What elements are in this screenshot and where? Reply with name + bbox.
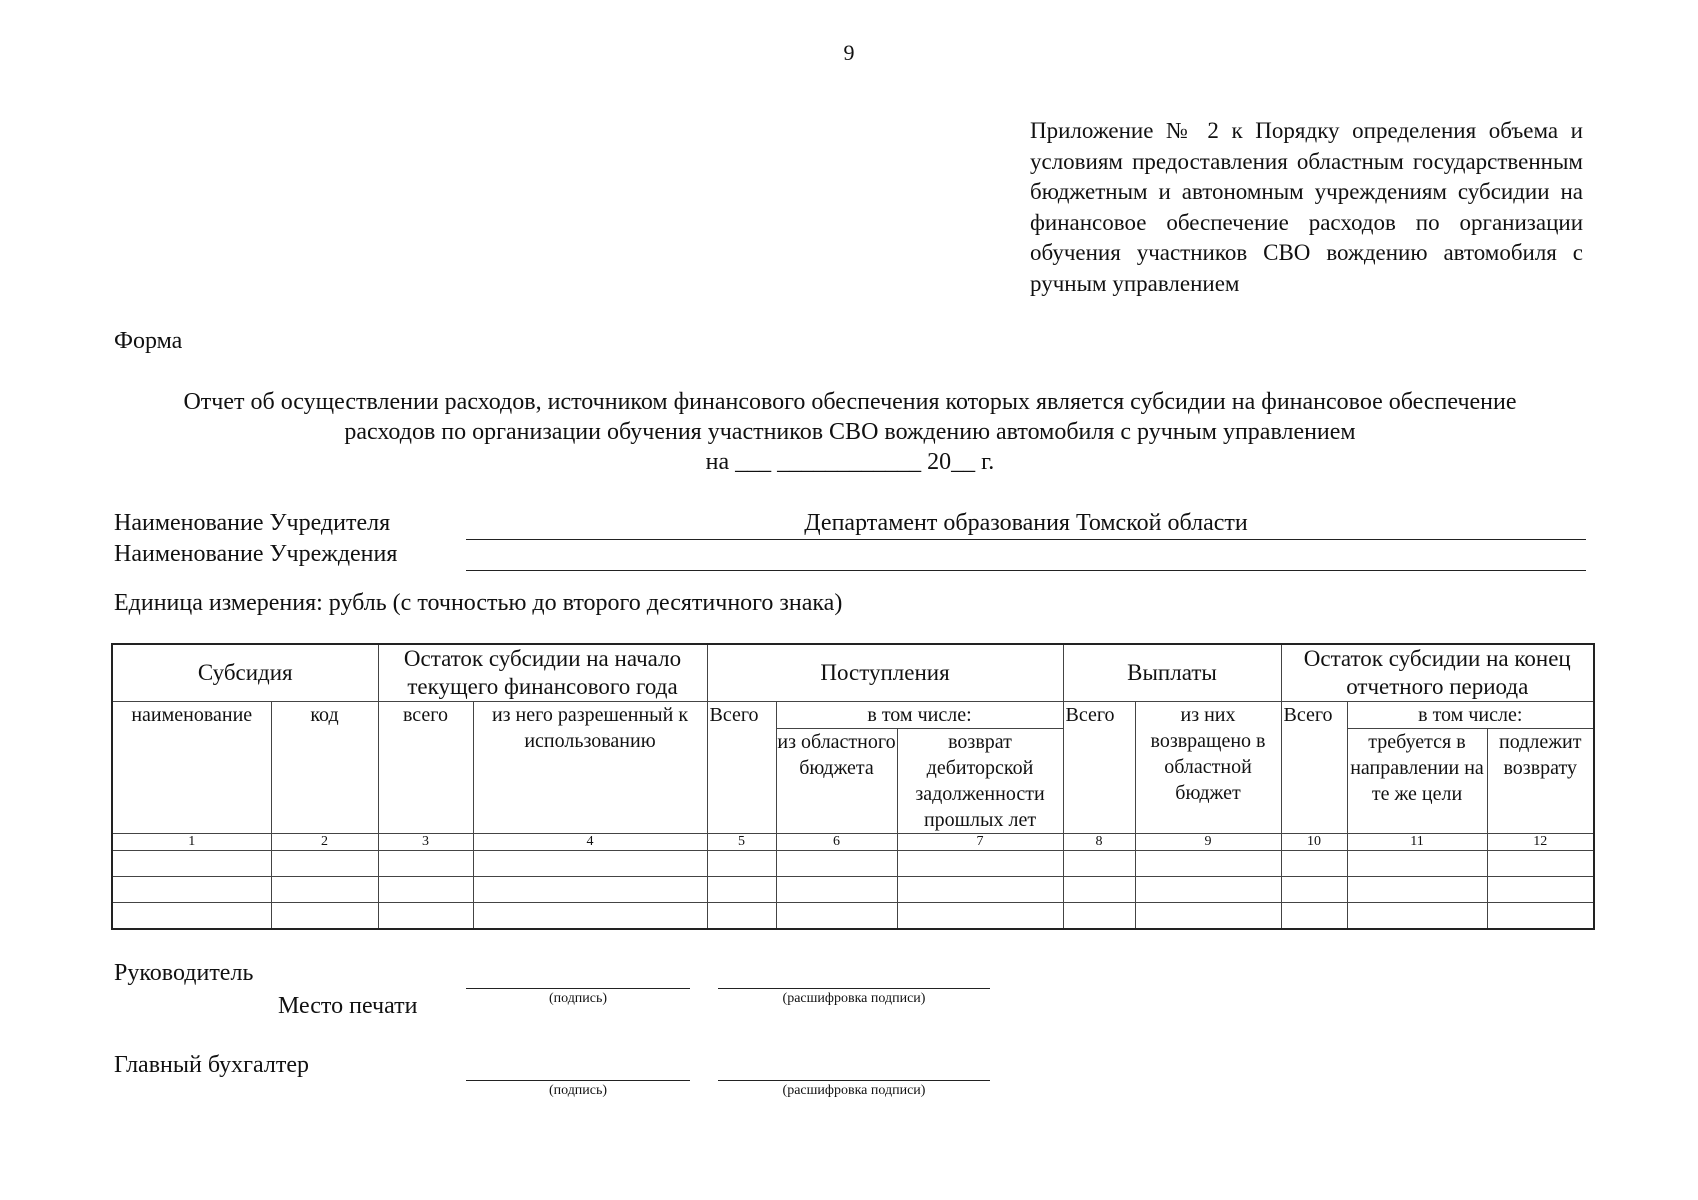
header-returned-to-budget: из них возвращено в областной бюджет: [1135, 702, 1281, 834]
table-cell: [473, 903, 707, 930]
accountant-label: Главный бухгалтер: [114, 1052, 309, 1078]
column-number: 8: [1063, 834, 1135, 851]
table-row: [112, 877, 1594, 903]
table-cell: [707, 877, 776, 903]
table-cell: [1347, 877, 1487, 903]
appendix-note: Приложение № 2 к Порядку определения объема и условиям предоставления областным государственным бюджетным и автономным учреждениям субсидии на финансовое обеспечение расходов по организации обучения участников СВО вождению автомобиля с ручным управлением: [1030, 118, 1583, 296]
header-receipts: Поступления: [707, 644, 1063, 702]
table-cell: [271, 851, 378, 877]
page-number: 9: [843, 40, 855, 65]
table-cell: [707, 903, 776, 930]
institution-underline: [466, 570, 1586, 571]
column-number: 1: [112, 834, 271, 851]
header-payments: Выплаты: [1063, 644, 1281, 702]
title-line-1: Отчет об осуществлении расходов, источником финансового обеспечения которых является субсидии на финансовое обеспечение: [183, 389, 1517, 415]
title-line-3: на ___ ____________ 20__ г.: [705, 449, 995, 475]
head-decoding-line: [718, 988, 990, 989]
accountant-decoding-line: [718, 1080, 990, 1081]
accountant-signature-caption: (подпись): [548, 1083, 608, 1098]
accountant-decoding-caption: (расшифровка подписи): [782, 1083, 926, 1098]
column-number: 6: [776, 834, 897, 851]
header-receipts-total: Всего: [707, 702, 776, 834]
column-number: 3: [378, 834, 473, 851]
header-subsidy: Субсидия: [112, 644, 378, 702]
institution-label: Наименование Учреждения: [114, 541, 398, 567]
header-name: наименование: [112, 702, 271, 834]
head-signature-line: [466, 988, 690, 989]
head-label: Руководитель: [114, 960, 254, 986]
table-cell: [378, 851, 473, 877]
table-cell: [897, 851, 1063, 877]
table-cell: [897, 903, 1063, 930]
header-end-balance: Остаток субсидии на конец отчетного периода: [1281, 644, 1594, 702]
head-signature-caption: (подпись): [548, 991, 608, 1006]
accountant-signature-line: [466, 1080, 690, 1081]
table-cell: [112, 877, 271, 903]
table-cell: [897, 877, 1063, 903]
column-number: 2: [271, 834, 378, 851]
header-payments-total: Всего: [1063, 702, 1135, 834]
founder-underline: [466, 539, 1586, 540]
column-number: 10: [1281, 834, 1347, 851]
header-to-return: подлежит возврату: [1487, 729, 1594, 834]
table-cell: [1135, 903, 1281, 930]
column-number: 9: [1135, 834, 1281, 851]
table-cell: [776, 903, 897, 930]
column-number: 11: [1347, 834, 1487, 851]
header-start-balance: Остаток субсидии на начало текущего финансового года: [378, 644, 707, 702]
column-number: 5: [707, 834, 776, 851]
table-cell: [776, 851, 897, 877]
table-row: [112, 851, 1594, 877]
header-start-allowed: из него разрешенный к использованию: [473, 702, 707, 834]
title-line-2: расходов по организации обучения участников СВО вождению автомобиля с ручным управлением: [344, 419, 1356, 445]
table-cell: [1135, 877, 1281, 903]
table-cell: [707, 851, 776, 877]
founder-value: Департамент образования Томской области: [804, 510, 1248, 536]
table-cell: [271, 903, 378, 930]
table-cell: [473, 851, 707, 877]
table-cell: [112, 903, 271, 930]
table-cell: [776, 877, 897, 903]
header-end-total: Всего: [1281, 702, 1347, 834]
table-cell: [1347, 851, 1487, 877]
header-needed-same-purpose: требуется в направлении на те же цели: [1347, 729, 1487, 834]
table-row: [112, 903, 1594, 930]
report-table: [111, 643, 1595, 930]
table-cell: [1487, 903, 1594, 930]
table-cell: [1487, 877, 1594, 903]
table-cell: [378, 877, 473, 903]
form-label: Форма: [114, 328, 183, 354]
report-title: [100, 387, 1600, 477]
stamp-label: Место печати: [278, 993, 418, 1019]
table-cell: [1063, 851, 1135, 877]
column-number: 12: [1487, 834, 1594, 851]
table-cell: [1063, 903, 1135, 930]
table-cell: [378, 903, 473, 930]
header-start-total: всего: [378, 702, 473, 834]
table-cell: [1281, 851, 1347, 877]
table-cell: [1135, 851, 1281, 877]
table-cell: [1487, 851, 1594, 877]
column-number: 4: [473, 834, 707, 851]
column-number: 7: [897, 834, 1063, 851]
header-from-regional-budget: из областного бюджета: [776, 729, 897, 834]
table-cell: [473, 877, 707, 903]
table-cell: [1281, 877, 1347, 903]
header-end-including: в том числе:: [1347, 702, 1594, 729]
founder-label: Наименование Учредителя: [114, 510, 391, 536]
table-cell: [1281, 903, 1347, 930]
header-receipts-including: в том числе:: [776, 702, 1063, 729]
header-receivables-return: возврат дебиторской задолженности прошлых лет: [897, 729, 1063, 834]
table-cell: [1063, 877, 1135, 903]
table-cell: [1347, 903, 1487, 930]
head-decoding-caption: (расшифровка подписи): [782, 991, 926, 1006]
unit-of-measure: Единица измерения: рубль (с точностью до второго десятичного знака): [114, 590, 843, 616]
table-cell: [271, 877, 378, 903]
header-code: код: [271, 702, 378, 834]
table-cell: [112, 851, 271, 877]
